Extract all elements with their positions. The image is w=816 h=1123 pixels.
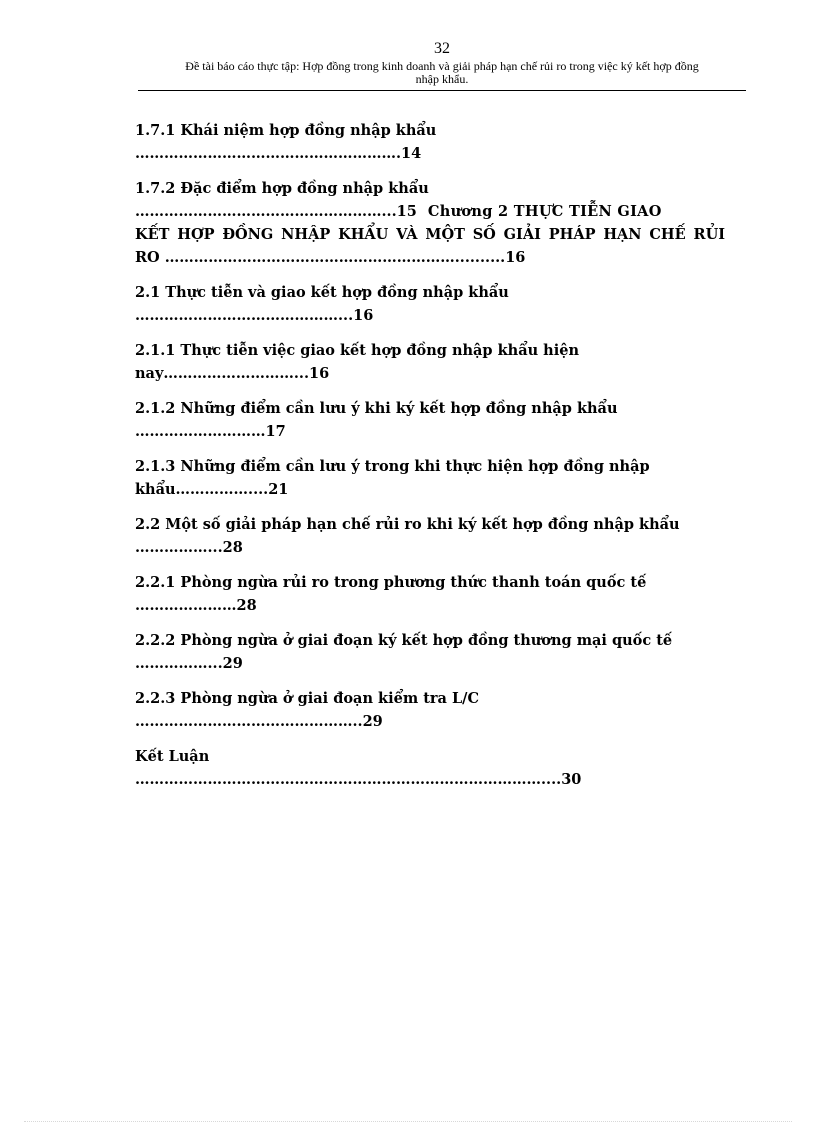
toc-entry-leader: nay………………………...16	[135, 365, 330, 382]
toc-entry-2-2	[135, 513, 725, 559]
toc-entry-title: 2.2.3 Phòng ngừa ở giai đoạn kiểm tra L/C	[135, 690, 480, 707]
toc-entry-2-2-1	[135, 571, 725, 617]
toc-entry-title: 2.1 Thực tiễn và giao kết hợp đồng nhập khẩu	[135, 284, 509, 301]
document-title-line-2: nhập khẩu.	[415, 72, 469, 86]
toc-entry-leader: …………………………………………………………………………....30	[135, 771, 582, 788]
toc-entry-1-7-1	[135, 119, 725, 165]
toc-entry-leader: ……………………………………………...15	[135, 203, 417, 220]
chapter-2-heading-end: RO ……………………………………………………..........16	[135, 249, 526, 266]
toc-entry-title: 2.2.2 Phòng ngừa ở giai đoạn ký kết hợp đồng thương mại quốc tế	[135, 632, 673, 649]
document-title	[138, 60, 746, 87]
toc-entry-leader: ……………...29	[135, 655, 243, 672]
page-number: 32	[434, 40, 450, 57]
toc-entry-2-1-1	[135, 339, 725, 385]
toc-entry-title: 1.7.1 Khái niệm hợp đồng nhập khẩu	[135, 122, 437, 139]
toc-entry-leader: ……………...28	[135, 539, 243, 556]
page-bottom-edge	[24, 1121, 792, 1122]
toc-entry-title: 2.1.2 Những điểm cần lưu ý khi ký kết hợp đồng nhập khẩu	[135, 400, 618, 417]
toc-entry-leader: khẩu……………....21	[135, 481, 289, 498]
toc-entry-2-1-2	[135, 397, 725, 443]
toc-entry-title: 1.7.2 Đặc điểm hợp đồng nhập khẩu	[135, 180, 429, 197]
toc-entry-2-1-3	[135, 455, 725, 501]
document-title-line-1: Đề tài báo cáo thực tập: Hợp đồng trong kinh doanh và giải pháp hạn chế rủi ro trong việc ký kết hợp đồng	[185, 59, 699, 73]
page-header	[138, 40, 746, 87]
toc-entry-leader: ………………………………………..29	[135, 713, 383, 730]
toc-entry-title: Kết Luận	[135, 748, 210, 765]
toc-entry-leader: …………………28	[135, 597, 257, 614]
chapter-2-heading-line: KẾT HỢP ĐỒNG NHẬP KHẨU VÀ MỘT SỐ GIẢI PHÁP HẠN CHẾ RỦI	[135, 226, 725, 243]
toc-entry-leader: ……………………………………………….14	[135, 145, 422, 162]
toc-entry-leader: ………………………17	[135, 423, 286, 440]
toc-entry-2-2-2	[135, 629, 725, 675]
toc-entry-title: 2.2 Một số giải pháp hạn chế rủi ro khi ký kết hợp đồng nhập khẩu	[135, 516, 680, 533]
toc-entry-title: 2.2.1 Phòng ngừa rủi ro trong phương thức thanh toán quốc tế	[135, 574, 647, 591]
toc-entry-leader: ……………………………………...16	[135, 307, 374, 324]
toc-entry-2-2-3	[135, 687, 725, 733]
toc-entry-leader-line	[135, 200, 725, 223]
toc-entry-ket-luan	[135, 745, 725, 791]
toc-entry-title: 2.1.1 Thực tiễn việc giao kết hợp đồng nhập khẩu hiện	[135, 342, 579, 359]
toc-entry-1-7-2	[135, 177, 725, 269]
header-divider	[138, 90, 746, 91]
toc-entry-2-1	[135, 281, 725, 327]
toc-entry-title: 2.1.3 Những điểm cần lưu ý trong khi thực hiện hợp đồng nhập	[135, 458, 650, 475]
table-of-contents	[135, 119, 725, 803]
chapter-2-heading-start: Chương 2 THỰC TIỄN GIAO	[427, 203, 662, 220]
